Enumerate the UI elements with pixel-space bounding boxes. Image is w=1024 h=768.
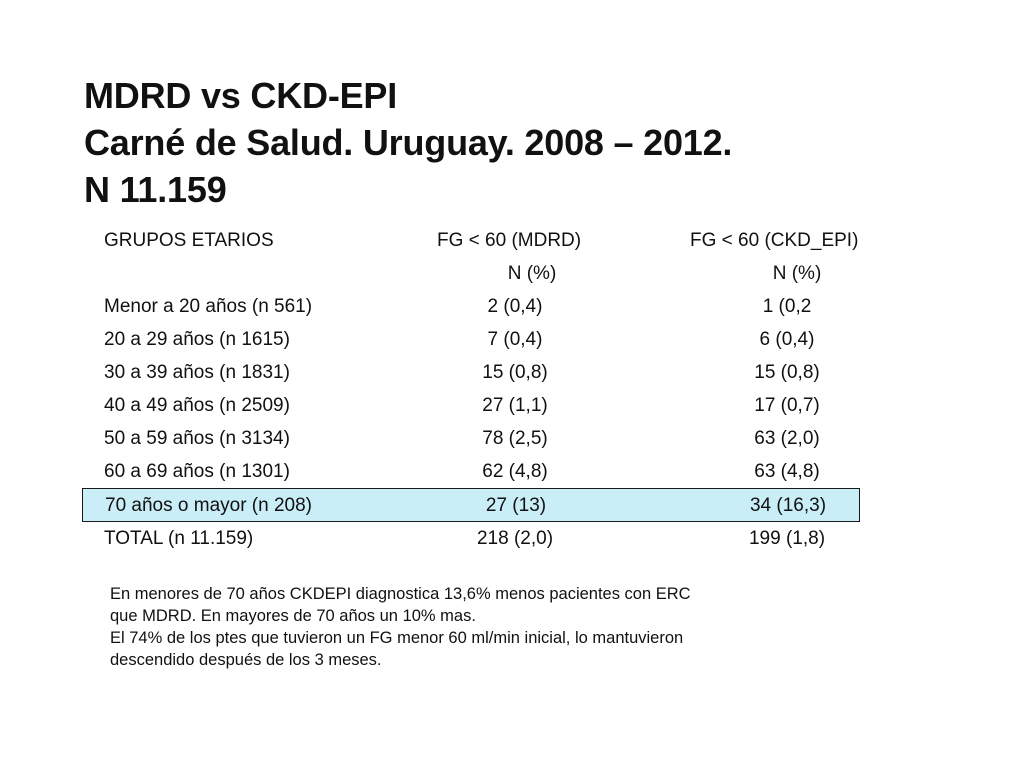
subheader-mdrd: N (%) xyxy=(507,263,557,284)
table-header-row xyxy=(82,224,862,257)
table-row xyxy=(82,323,862,356)
table-row xyxy=(82,356,862,389)
row-group: 70 años o mayor (n 208) xyxy=(105,495,313,516)
table-row xyxy=(82,455,862,488)
header-group: GRUPOS ETARIOS xyxy=(104,230,274,251)
table-subheader-row xyxy=(82,257,862,290)
note-line-4: descendido después de los 3 meses. xyxy=(110,651,382,669)
row-ckd: 63 (2,0) xyxy=(754,428,820,449)
row-ckd: 63 (4,8) xyxy=(754,461,820,482)
note-line-2: que MDRD. En mayores de 70 años un 10% mas. xyxy=(110,607,476,625)
age-group-table xyxy=(82,224,862,555)
title-line-2: Carné de Salud. Uruguay. 2008 – 2012. xyxy=(84,122,733,163)
row-mdrd: 62 (4,8) xyxy=(482,461,548,482)
header-mdrd: FG < 60 (MDRD) xyxy=(437,230,582,251)
row-mdrd: 15 (0,8) xyxy=(482,362,548,383)
table-row-total xyxy=(82,522,862,555)
row-mdrd: 27 (1,1) xyxy=(482,395,548,416)
row-ckd: 34 (16,3) xyxy=(749,495,827,516)
row-mdrd: 7 (0,4) xyxy=(487,329,543,350)
row-ckd: 1 (0,2 xyxy=(762,296,812,317)
table-row xyxy=(82,290,862,323)
note-line-1: En menores de 70 años CKDEPI diagnostica 13,6% menos pacientes con ERC xyxy=(110,585,691,603)
row-group: 40 a 49 años (n 2509) xyxy=(104,395,290,416)
row-group: 30 a 39 años (n 1831) xyxy=(104,362,290,383)
row-mdrd: 27 (13) xyxy=(485,495,547,516)
row-ckd: 17 (0,7) xyxy=(754,395,820,416)
row-mdrd: 2 (0,4) xyxy=(487,296,543,317)
title-line-1: MDRD vs CKD-EPI xyxy=(84,75,398,116)
row-ckd: 6 (0,4) xyxy=(759,329,815,350)
row-mdrd: 78 (2,5) xyxy=(482,428,548,449)
row-group: 50 a 59 años (n 3134) xyxy=(104,428,290,449)
note-line-3: El 74% de los ptes que tuvieron un FG menor 60 ml/min inicial, lo mantuvieron xyxy=(110,629,684,647)
title-line-3: N 11.159 xyxy=(84,169,227,210)
table-row xyxy=(82,389,862,422)
row-ckd: 199 (1,8) xyxy=(748,528,826,549)
row-group: Menor a 20 años (n 561) xyxy=(104,296,313,317)
slide-title xyxy=(84,72,732,213)
table-row-highlighted xyxy=(82,488,860,522)
header-ckd: FG < 60 (CKD_EPI) xyxy=(690,230,859,251)
row-group: 20 a 29 años (n 1615) xyxy=(104,329,290,350)
subheader-ckd: N (%) xyxy=(772,263,822,284)
row-group: TOTAL (n 11.159) xyxy=(104,528,254,549)
row-mdrd: 218 (2,0) xyxy=(476,528,554,549)
row-ckd: 15 (0,8) xyxy=(754,362,820,383)
row-group: 60 a 69 años (n 1301) xyxy=(104,461,290,482)
table-row xyxy=(82,422,862,455)
notes-paragraph xyxy=(110,583,910,671)
